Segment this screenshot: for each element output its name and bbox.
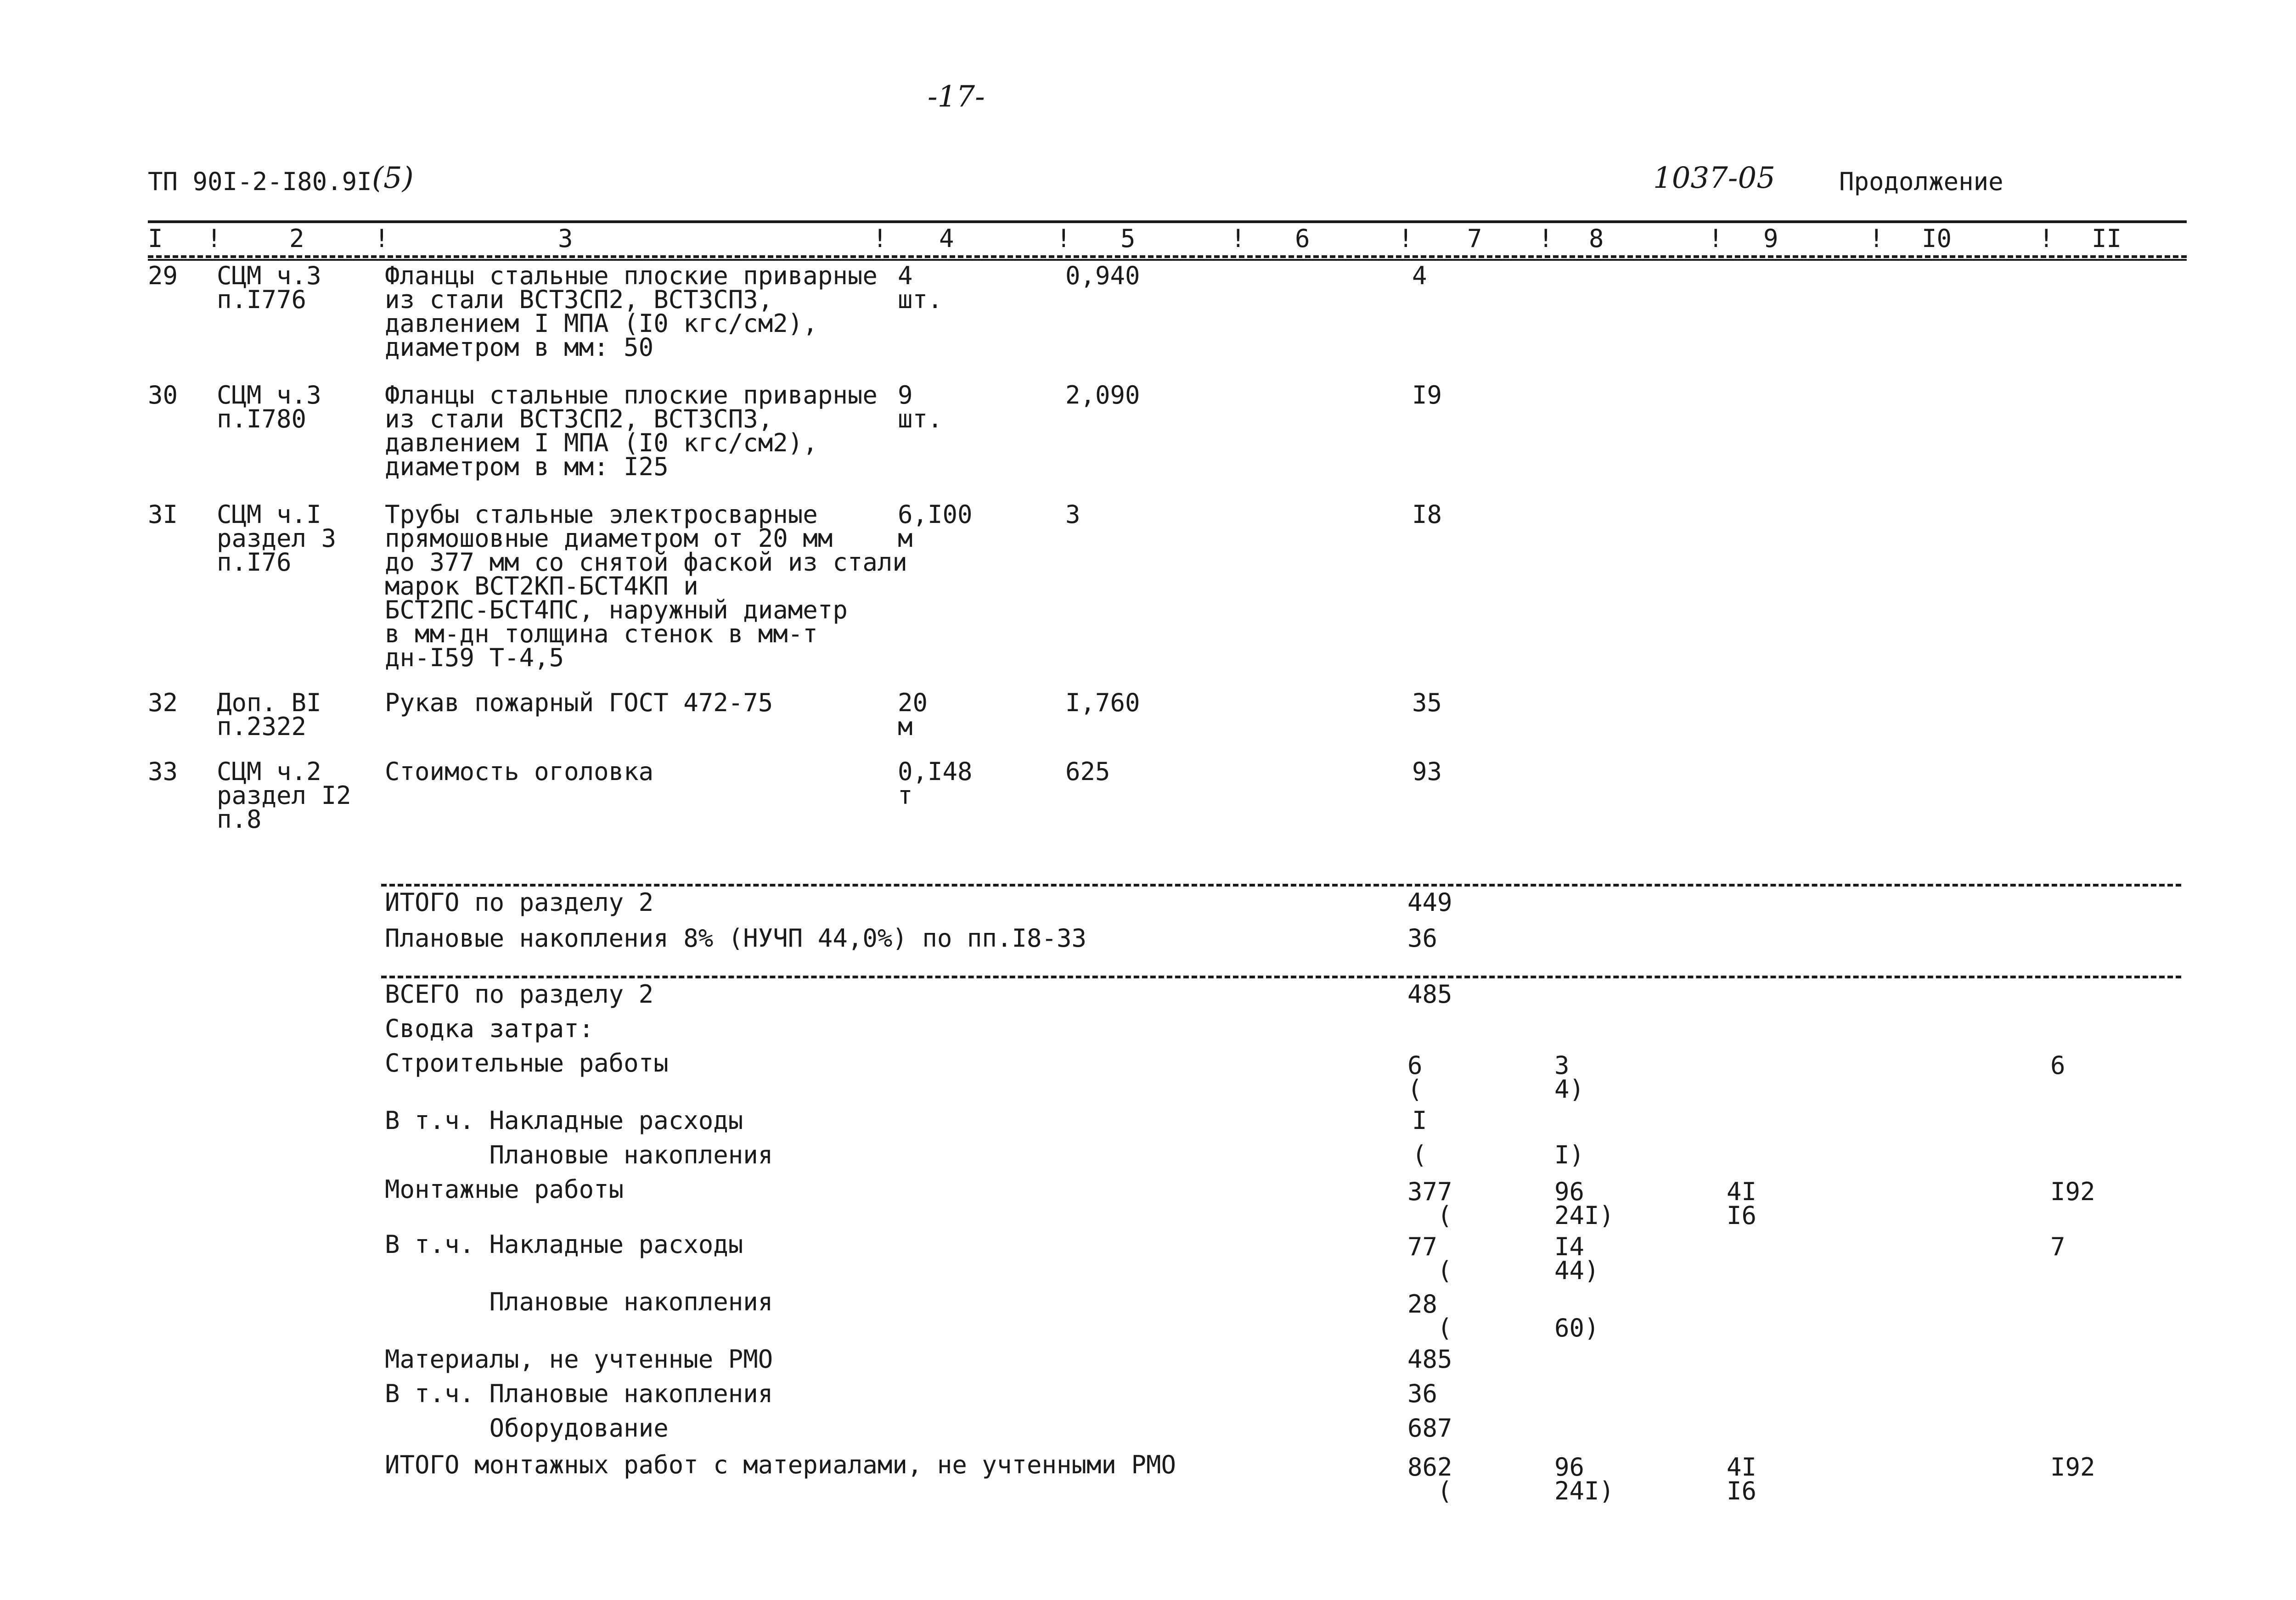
row-quantity: 9 шт. xyxy=(898,381,943,433)
summary-col9: 4I I6 xyxy=(1727,1177,1757,1230)
col-sep: ! xyxy=(1398,224,1413,253)
row-number: 29 xyxy=(148,261,178,290)
row-code: СЦМ ч.I раздел 3 п.I76 xyxy=(217,500,337,577)
col-header-10: I0 xyxy=(1922,224,1952,253)
summary-col8: I) xyxy=(1554,1140,1585,1169)
summary-col11: I92 xyxy=(2050,1177,2095,1206)
row-col7: 93 xyxy=(1412,757,1442,786)
summary-label: Материалы, не учтенные РМО xyxy=(385,1345,773,1374)
summary-col8: 3 4) xyxy=(1554,1051,1585,1104)
vsego-value: 485 xyxy=(1407,980,1452,1009)
summary-label: Оборудование xyxy=(385,1414,669,1443)
row-col7: 35 xyxy=(1412,688,1442,717)
summary-label: В т.ч. Накладные расходы xyxy=(385,1230,743,1259)
row-col7: I9 xyxy=(1412,381,1442,410)
summary-col9: 4I I6 xyxy=(1727,1453,1757,1505)
page-number: -17- xyxy=(928,80,985,114)
row-unit-price: 0,940 xyxy=(1065,261,1140,290)
row-code: Доп. ВI п.2322 xyxy=(217,688,321,741)
summary-col7: 28 ( xyxy=(1407,1290,1452,1342)
summary-label: В т.ч. Накладные расходы xyxy=(385,1106,743,1135)
header-bottom-rule xyxy=(148,255,2187,258)
row-quantity: 20 м xyxy=(898,688,928,741)
summary-col7: 36 xyxy=(1407,1379,1438,1408)
summary-label: Монтажные работы xyxy=(385,1175,624,1204)
row-name: Фланцы стальные плоские приварные из стали ВСТ3СП2, ВСТ3СП3, давлением I МПА (I0 кгс/см2), диаметром в мм: I25 xyxy=(385,381,878,481)
summary-col7: I xyxy=(1412,1106,1427,1135)
col-sep: ! xyxy=(1056,224,1071,253)
col-header-3: 3 xyxy=(558,224,573,253)
handwritten-number: 1037-05 xyxy=(1653,161,1775,195)
row-code: СЦМ ч.3 п.I780 xyxy=(217,381,321,433)
summary-col8: 60) xyxy=(1554,1314,1599,1342)
summary-label: Сводка затрат: xyxy=(385,1014,594,1043)
row-quantity: 6,I00 м xyxy=(898,500,973,553)
col-header-1: I xyxy=(148,224,163,253)
summary-label: Строительные работы xyxy=(385,1049,669,1078)
col-header-2: 2 xyxy=(289,224,304,253)
totals-mid-rule xyxy=(381,976,2181,978)
summary-col11: 6 xyxy=(2050,1051,2065,1080)
summary-col7: 862 ( xyxy=(1407,1453,1452,1505)
col-header-9: 9 xyxy=(1763,224,1778,253)
col-sep: ! xyxy=(2039,224,2054,253)
plan-label: Плановые накопления 8% (НУЧП 44,0%) по пп.I8-33 xyxy=(385,924,1087,953)
header-top-rule xyxy=(148,220,2187,223)
row-quantity: 0,I48 т xyxy=(898,757,973,810)
row-number: 30 xyxy=(148,381,178,410)
row-unit-price: 3 xyxy=(1065,500,1080,529)
row-name: Фланцы стальные плоские приварные из стали ВСТ3СП2, ВСТ3СП3, давлением I МПА (I0 кгс/см2), диаметром в мм: 50 xyxy=(385,261,878,362)
summary-col7: 377 ( xyxy=(1407,1177,1452,1230)
summary-col8: I4 44) xyxy=(1554,1232,1599,1285)
col-header-5: 5 xyxy=(1120,224,1136,253)
vsego-label: ВСЕГО по разделу 2 xyxy=(385,980,654,1009)
row-code: СЦМ ч.2 раздел I2 п.8 xyxy=(217,757,351,834)
summary-col7: 6 ( xyxy=(1407,1051,1423,1104)
col-header-11: II xyxy=(2092,224,2122,253)
summary-label: В т.ч. Плановые накопления xyxy=(385,1379,773,1408)
row-number: 33 xyxy=(148,757,178,786)
itogo-label: ИТОГО по разделу 2 xyxy=(385,888,654,917)
itogo-value: 449 xyxy=(1407,888,1452,917)
col-sep: ! xyxy=(1708,224,1723,253)
row-col7: I8 xyxy=(1412,500,1442,529)
plan-value: 36 xyxy=(1407,924,1438,953)
col-sep: ! xyxy=(872,224,888,253)
col-sep: ! xyxy=(1869,224,1884,253)
row-quantity: 4 шт. xyxy=(898,261,943,314)
summary-label: Плановые накопления xyxy=(385,1287,773,1316)
document-code-note: (5) xyxy=(372,161,414,195)
summary-col11: 7 xyxy=(2050,1232,2065,1261)
header-bottom-rule-solid xyxy=(148,259,2187,261)
row-col7: 4 xyxy=(1412,261,1427,290)
summary-col7: 77 ( xyxy=(1407,1232,1452,1285)
summary-col7: ( xyxy=(1412,1140,1427,1169)
col-header-4: 4 xyxy=(939,224,954,253)
col-header-8: 8 xyxy=(1589,224,1604,253)
row-unit-price: I,760 xyxy=(1065,688,1140,717)
document-code: ТП 90I-2-I80.9I xyxy=(148,167,372,196)
col-header-6: 6 xyxy=(1295,224,1310,253)
col-header-7: 7 xyxy=(1467,224,1482,253)
summary-col7: 485 xyxy=(1407,1345,1452,1374)
row-number: 32 xyxy=(148,688,178,717)
row-number: 3I xyxy=(148,500,178,529)
summary-label: Плановые накопления xyxy=(385,1140,773,1169)
row-unit-price: 625 xyxy=(1065,757,1110,786)
totals-top-rule xyxy=(381,884,2181,887)
summary-label: ИТОГО монтажных работ с материалами, не учтенными РМО xyxy=(385,1450,1176,1479)
row-unit-price: 2,090 xyxy=(1065,381,1140,410)
col-sep: ! xyxy=(207,224,222,253)
continuation-label: Продолжение xyxy=(1839,167,2003,196)
summary-col8: 96 24I) xyxy=(1554,1453,1615,1505)
col-sep: ! xyxy=(374,224,389,253)
col-sep: ! xyxy=(1231,224,1246,253)
row-name: Стоимость оголовка xyxy=(385,757,654,786)
summary-col7: 687 xyxy=(1407,1414,1452,1443)
col-sep: ! xyxy=(1538,224,1553,253)
row-name: Рукав пожарный ГОСТ 472-75 xyxy=(385,688,773,717)
row-code: СЦМ ч.3 п.I776 xyxy=(217,261,321,314)
summary-col11: I92 xyxy=(2050,1453,2095,1482)
row-name: Трубы стальные электросварные прямошовные диаметром от 20 мм до 377 мм со снятой фаской из стали марок ВСТ2КП-БСТ4КП и БСТ2ПС-БСТ4ПС, наружный диаметр в мм-дн толщина стенок в мм-т дн-I59 Т-4,5 xyxy=(385,500,907,672)
summary-col8: 96 24I) xyxy=(1554,1177,1615,1230)
